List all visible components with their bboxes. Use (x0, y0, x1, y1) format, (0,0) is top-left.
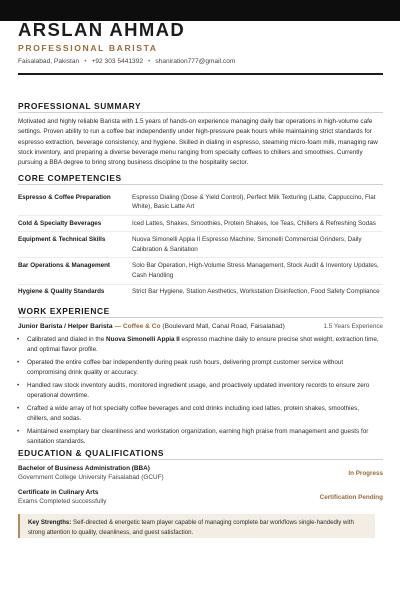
job-header (18, 323, 383, 330)
separator-dot: • (148, 58, 151, 65)
competency-row (18, 190, 383, 216)
school-name: Government College University Faisalabad (GCUF) (18, 474, 164, 481)
list-item (25, 335, 380, 355)
education-heading: EDUCATION & QUALIFICATIONS (18, 448, 165, 458)
competency-label: Espresso & Coffee Preparation (18, 193, 111, 201)
education-status: Certification Pending (319, 494, 383, 501)
school-name: Exams Completed successfully (18, 498, 107, 505)
list-item (25, 427, 380, 447)
education-status: In Progress (348, 470, 383, 477)
bullet-text: Calibrated and dialed in the (27, 336, 106, 343)
competency-label: Hygiene & Quality Standards (18, 288, 105, 296)
top-bar (0, 0, 400, 21)
list-item (25, 404, 380, 424)
job-location: (Boulevard Mall, Canal Road, Faisalabad) (160, 323, 285, 330)
experience-heading: WORK EXPERIENCE (18, 306, 110, 316)
summary-rule (18, 112, 383, 113)
competency-value: Strict Bar Hygiene, Station Aesthetics, Workstation Disinfection, Food Safety Compliance (132, 288, 380, 296)
competency-label: Cold & Specialty Beverages (18, 219, 102, 227)
contact-email: shaniration777@gmail.com (155, 58, 236, 65)
competency-label: Bar Operations & Management (18, 261, 111, 269)
competency-label: Equipment & Technical Skills (18, 235, 106, 243)
education-rule (18, 459, 383, 460)
competencies-table (18, 190, 383, 300)
contact-line (18, 58, 235, 65)
competency-value: Espresso Dialing (Dose & Yield Control), Perfect Milk Texturing (Latte, Cappuccino, Flat White), Basic Latte Art (132, 193, 376, 211)
contact-location: Faisalabad, Pakistan (18, 58, 80, 65)
bullet-text: Maintained exemplary bar cleanliness and workstation organization, earning high praise from management and guests for sanitation standards. (27, 428, 369, 446)
job-duration: 1.5 Years Experience (323, 323, 383, 330)
separator-dot: • (84, 58, 87, 65)
competencies-heading: CORE COMPETENCIES (18, 173, 122, 183)
key-strengths-text: Self-directed & energetic team player capable of managing complete bar workflows single-handedly with strong attention to quality, cleanliness, and guest satisfaction. (28, 519, 354, 536)
list-item (25, 381, 380, 401)
experience-bullets (25, 335, 380, 451)
candidate-title: PROFESSIONAL BARISTA (18, 43, 158, 53)
summary-text: Motivated and highly reliable Barista with 1.5 years of hands-on experience managing daily bar operations in high-volume cafe settings. Proven ability to run a coffee bar independently under high-pressure peak hours while maintaining strict standards for espresso extraction, beverage consistency, and hygiene. Skilled in dialing in espresso, steaming micro-foam milk, managing raw stock inventory, and preparing a diverse beverage menu ranging from specialty coffees to chillers and smoothies. Currently pursuing a BBA degree to bring strong business discipline to the hospitality sector. (18, 118, 378, 167)
competency-row (18, 232, 383, 258)
job-role: Junior Barista / Helper Barista (18, 323, 113, 330)
competency-row (18, 258, 383, 284)
job-company: Coffee & Co (122, 323, 161, 330)
key-strengths-box (18, 514, 375, 538)
competencies-rule (18, 184, 383, 185)
bullet-text: espresso machine daily to ensure precise shot weight, extraction time, and optimal flavor profile. (27, 336, 379, 353)
job-dash: — (112, 323, 123, 330)
contact-phone: +92 303 5441392 (91, 58, 144, 65)
competency-row (18, 216, 383, 232)
degree-name: Certificate in Culinary Arts (18, 489, 99, 496)
education-item (18, 489, 383, 505)
candidate-name: ARSLAN AHMAD (18, 19, 186, 40)
competency-value: Iced Lattes, Shakes, Smoothies, Protein Shakes, Ice Teas, Chillers & Refreshing Sodas (132, 219, 376, 227)
bullet-bold-text: Nuova Simonelli Appia II (106, 336, 180, 343)
key-strengths-label: Key Strengths: (28, 519, 72, 526)
list-item (25, 358, 380, 378)
bullet-text: Crafted a wide array of hot specialty coffee beverages and cold drinks including iced lattes, protein shakes, smoothies, chillers, and sodas. (27, 405, 360, 423)
header-divider (18, 73, 383, 75)
competency-value: Solo Bar Operation, High-Volume Stress Management, Stock Audit & Inventory Updates, Cash Handling (132, 261, 379, 279)
degree-name: Bachelor of Business Administration (BBA) (18, 465, 150, 472)
bullet-text: Handled raw stock inventory audits, monitored ingredient usage, and proactively updated inventory records to ensure zero operational downtime. (27, 382, 370, 400)
bullet-text: Operated the entire coffee bar independently during peak rush hours, delivering prompt customer service without compromising drink quality or accuracy. (27, 359, 344, 377)
competency-row (18, 285, 383, 300)
experience-rule (18, 317, 383, 318)
competency-value: Nuova Simonelli Appia II Espresso Machine, Simonelli Commercial Grinders, Daily Calibration & Sanitation (132, 235, 362, 253)
education-item (18, 465, 383, 481)
summary-heading: PROFESSIONAL SUMMARY (18, 101, 142, 111)
